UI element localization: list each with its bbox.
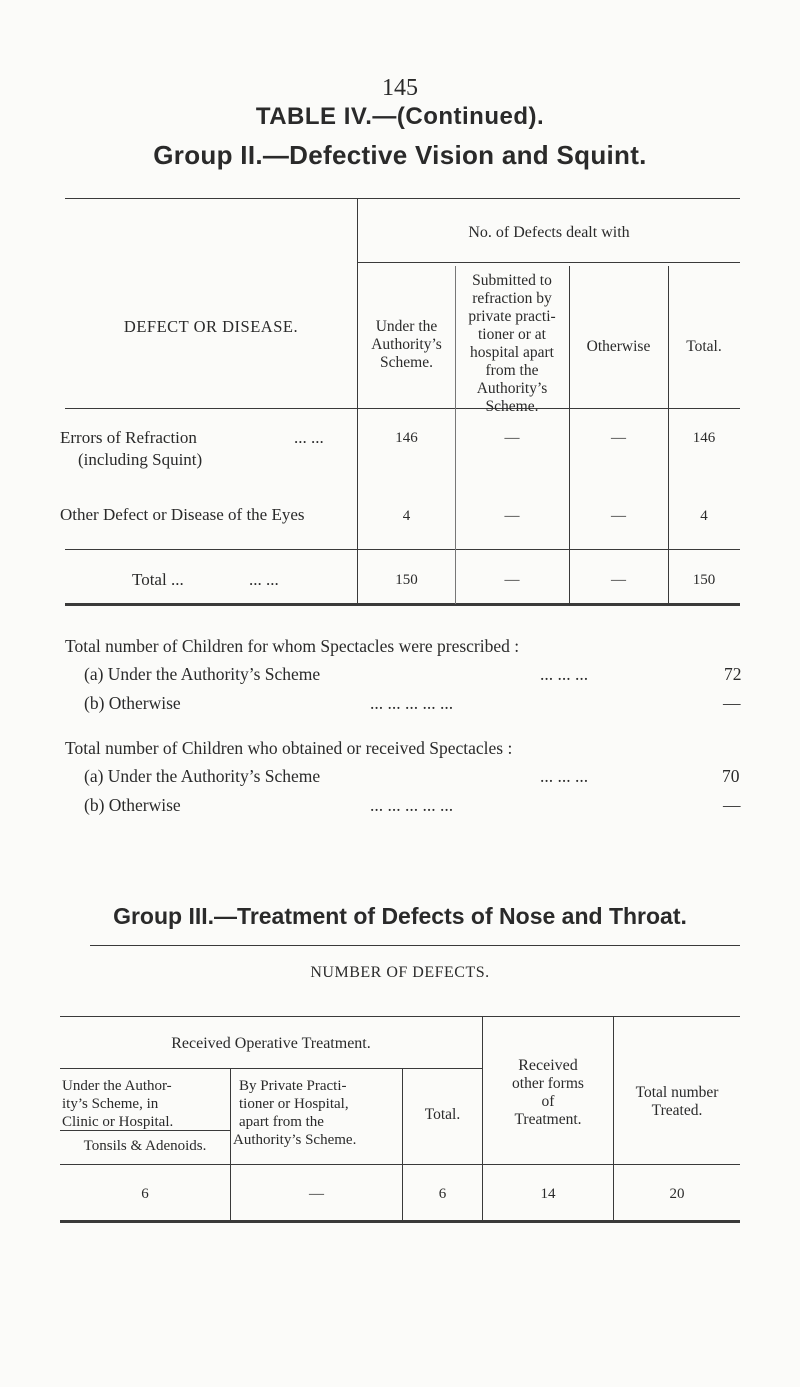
header-received-operative: Received Operative Treatment. <box>171 1035 371 1052</box>
value-total: 4 <box>700 508 708 524</box>
table2-top-rule <box>60 1016 740 1017</box>
header-under-authority: Under the Author- ity’s Scheme, in Clinic or Hospital. <box>62 1078 174 1130</box>
table1-bottom-rule <box>65 603 740 606</box>
header-otherwise: Otherwise <box>586 338 651 355</box>
header-total: Total. <box>686 338 722 355</box>
table2-title-rule <box>90 945 740 946</box>
header-private-practitioner: Submitted to refraction by private practi- tioner or at hospital apart from the Authority’s Scheme. <box>468 272 556 415</box>
super-header: No. of Defects dealt with <box>468 224 630 241</box>
value-private: — <box>504 430 520 446</box>
row-label-sub: (including Squint) <box>78 450 203 469</box>
obtained-a-value: 70 <box>722 766 740 786</box>
header-defect-or-disease: DEFECT OR DISEASE. <box>123 317 299 336</box>
row-label: Errors of Refraction <box>60 428 197 447</box>
header-other-treatment: Received other forms of Treatment. <box>512 1057 584 1128</box>
prescribed-b-value: — <box>723 693 741 713</box>
page-number: 145 <box>382 75 418 101</box>
value-total-treated: 20 <box>669 1186 685 1202</box>
leader-dots: ... ... <box>294 428 324 447</box>
value-other-treatment: 14 <box>540 1186 556 1202</box>
value-private: — <box>504 572 520 588</box>
obtained-heading: Total number of Children who obtained or received Spectacles : <box>65 738 513 758</box>
row-label: Other Defect or Disease of the Eyes <box>60 505 305 524</box>
header-under-authority: Under the Authority’s Scheme. <box>371 318 442 371</box>
value-total: 6 <box>438 1186 447 1202</box>
value-otherwise: — <box>611 572 626 588</box>
table1-top-rule <box>65 198 740 199</box>
table2-super-header: NUMBER OF DEFECTS. <box>310 964 490 981</box>
value-otherwise: — <box>611 508 626 524</box>
group-3-title: Group III.—Treatment of Defects of Nose and Throat. <box>113 903 687 929</box>
header-total-treated: Total number Treated. <box>635 1084 719 1119</box>
value-total: 150 <box>692 572 716 588</box>
leader-dots: ... ... ... <box>540 766 589 786</box>
table1-vrule-1 <box>357 198 358 604</box>
header-tonsils-adenoids: Tonsils & Adenoids. <box>83 1138 207 1154</box>
prescribed-a-value: 72 <box>724 664 742 684</box>
value-authority: 150 <box>395 572 418 588</box>
leader-dots: ... ... ... ... ... <box>370 693 454 713</box>
prescribed-a-label: (a) Under the Authority’s Scheme <box>84 664 321 684</box>
value-private: — <box>504 508 520 524</box>
leader-dots: ... ... ... ... ... <box>370 795 454 815</box>
obtained-a-label: (a) Under the Authority’s Scheme <box>84 766 321 786</box>
table-title: TABLE IV.—(Continued). <box>255 103 545 130</box>
table1-total-rule <box>65 549 740 550</box>
obtained-b-label: (b) Otherwise <box>84 795 181 815</box>
value-authority: 146 <box>395 430 418 446</box>
table1-header-rule <box>65 408 740 409</box>
total-label: Total ... <box>132 570 184 589</box>
table1-subheader-rule <box>358 262 740 263</box>
value-otherwise: — <box>611 430 626 446</box>
group-2-title: Group II.—Defective Vision and Squint. <box>153 140 647 170</box>
leader-dots: ... ... ... <box>540 664 589 684</box>
value-authority: 6 <box>141 1186 149 1202</box>
prescribed-heading: Total number of Children for whom Spectacles were prescribed : <box>65 636 520 656</box>
value-authority: 4 <box>402 508 411 524</box>
value-total: 146 <box>692 430 716 446</box>
table2-bottom-rule <box>60 1220 740 1223</box>
header-total: Total. <box>424 1106 461 1123</box>
obtained-b-value: — <box>723 795 741 815</box>
table2-header-rule <box>60 1164 740 1165</box>
leader-dots: ... ... <box>249 570 279 589</box>
header-private-practitioner: By Private Practi- tioner or Hospital, apart from the Authority’s Scheme. <box>233 1078 357 1148</box>
value-private: — <box>309 1186 324 1202</box>
prescribed-b-label: (b) Otherwise <box>84 693 181 713</box>
table2-operative-rule <box>60 1068 482 1069</box>
